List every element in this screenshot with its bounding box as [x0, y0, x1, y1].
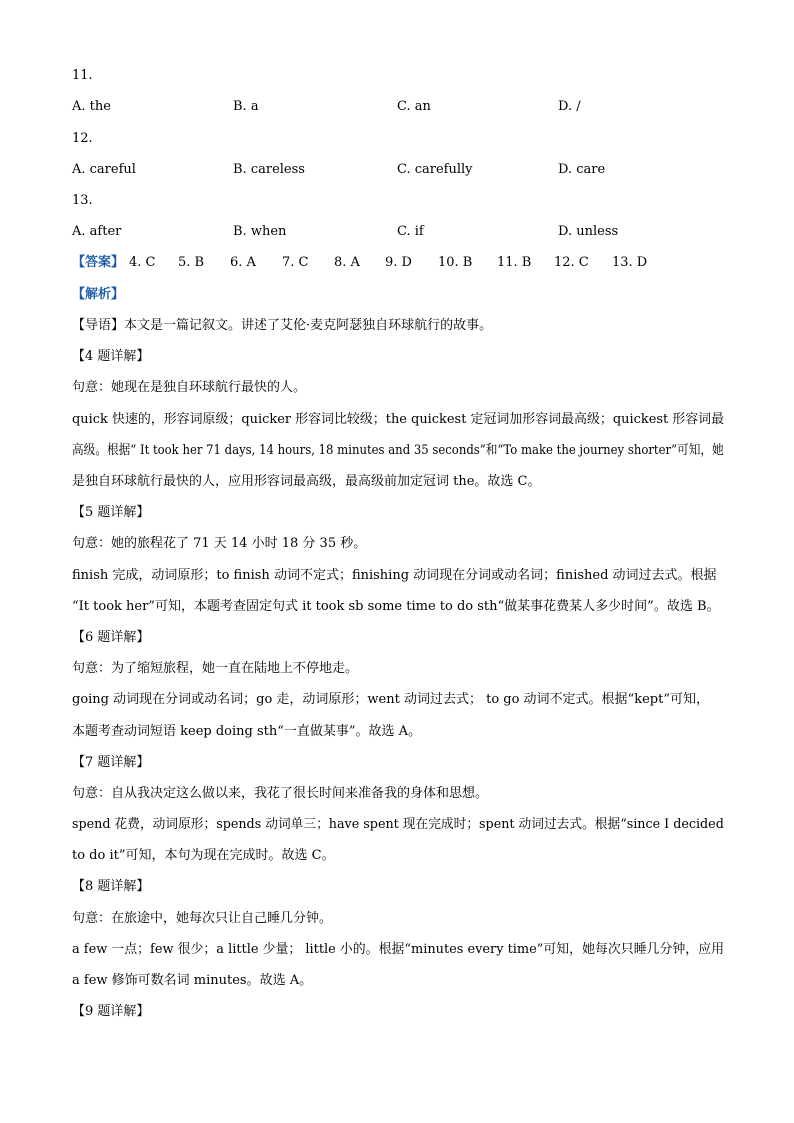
q8-title: 【8 题详解】 [72, 879, 150, 894]
q7-title: 【7 题详解】 [72, 755, 150, 770]
question-number: 12. [72, 131, 93, 146]
q7-meaning: 句意：自从我决定这么做以来，我花了很长时间来准备我的身体和思想。 [72, 786, 489, 801]
q4-text: 是独自环球航行最快的人，应用形容词最高级，最高级前加定冠词 the。故选 C。 [72, 474, 541, 489]
q5-meaning: 句意：她的旅程花了 71 天 14 小时 18 分 35 秒。 [72, 536, 367, 551]
q6-text: 本题考查动词短语 keep doing sth“一直做某事”。故选 A。 [72, 724, 422, 739]
q6-text: going 动词现在分词或动名词；go 走，动词原形；went 动词过去式； to go 动词不定式。根据“kept”可知， [72, 692, 709, 707]
q6-meaning: 句意：为了缩短旅程，她一直在陆地上不停地走。 [72, 661, 359, 676]
option-b: B. a [233, 99, 259, 114]
question-number: 11. [72, 68, 93, 83]
q8-meaning: 句意：在旅途中，她每次只让自己睡几分钟。 [72, 911, 333, 926]
question-number: 13. [72, 193, 93, 208]
answer-item: 10. B [438, 255, 473, 270]
answer-item: 12. C [554, 255, 589, 270]
answer-item: 5. B [178, 255, 205, 270]
option-c: C. if [397, 224, 424, 239]
q8-text: a few 修饰可数名词 minutes。故选 A。 [72, 973, 313, 988]
q4-meaning: 句意：她现在是独自环球航行最快的人。 [72, 380, 307, 395]
answer-item: 6. A [230, 255, 256, 270]
answer-item: 8. A [334, 255, 360, 270]
option-c: C. an [397, 99, 431, 114]
q6-title: 【6 题详解】 [72, 630, 150, 645]
answer-item: 11. B [497, 255, 532, 270]
option-a: A. after [72, 224, 122, 239]
answer-item: 4. C [129, 255, 156, 270]
option-d: D. care [558, 162, 606, 177]
q7-text: to do it”可知，本句为现在完成时。故选 C。 [72, 848, 335, 863]
analysis-label: 【解析】 [72, 287, 125, 302]
option-a: A. careful [72, 162, 136, 177]
q4-text: 高级。根据“ It took her 71 days, 14 hours, 18 minutes and 35 seconds”和“To make the journey shorter”可知，她 [72, 443, 724, 458]
q7-text: spend 花费，动词原形；spends 动词单三；have spent 现在完成时；spent 动词过去式。根据“since I decided [72, 817, 724, 832]
q4-title: 【4 题详解】 [72, 349, 150, 364]
q5-title: 【5 题详解】 [72, 505, 150, 520]
answer-line [72, 254, 124, 272]
option-d: D. / [558, 99, 581, 114]
option-d: D. unless [558, 224, 619, 239]
intro-text: 【导语】本文是一篇记叙文。讲述了艾伦·麦克阿瑟独自环球航行的故事。 [72, 318, 493, 333]
answer-item: 9. D [385, 255, 412, 270]
option-b: B. when [233, 224, 287, 239]
option-b: B. careless [233, 162, 305, 177]
option-c: C. carefully [397, 162, 473, 177]
q8-text: a few 一点；few 很少；a little 少量； little 小的。根据“minutes every time”可知，她每次只睡几分钟，应用 [72, 942, 725, 957]
q9-title: 【9 题详解】 [72, 1004, 150, 1019]
q4-text: quick 快速的，形容词原级；quicker 形容词比较级；the quickest 定冠词加形容词最高级；quickest 形容词最 [72, 412, 725, 427]
option-a: A. the [72, 99, 111, 114]
answer-item: 7. C [282, 255, 309, 270]
answer-label: 【答案】 [72, 255, 125, 270]
answer-item: 13. D [612, 255, 648, 270]
q5-text: finish 完成，动词原形；to finish 动词不定式；finishing 动词现在分词或动名词；finished 动词过去式。根据 [72, 568, 717, 583]
q5-text: “It took her”可知，本题考查固定句式 it took sb some time to do sth“做某事花费某人多少时间”。故选 B。 [72, 599, 720, 614]
